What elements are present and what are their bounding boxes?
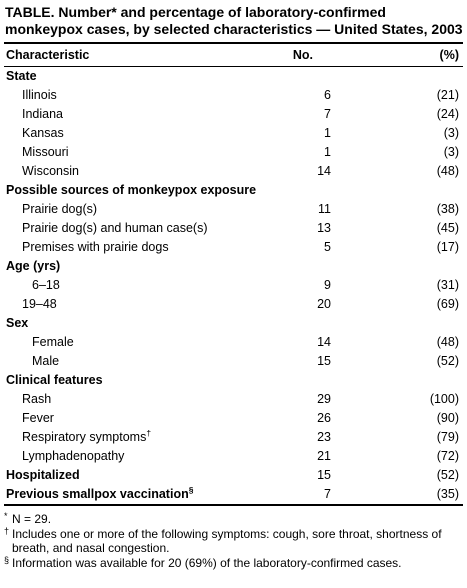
row-number: 15 xyxy=(317,468,331,482)
table-row xyxy=(4,352,463,371)
section-heading-sex: Sex xyxy=(6,316,29,330)
table-row xyxy=(4,390,463,409)
row-label-text: Respiratory symptoms xyxy=(22,430,147,444)
row-percent: (69) xyxy=(436,297,459,311)
row-label: Female xyxy=(32,335,74,349)
row-percent: (24) xyxy=(436,107,459,121)
table-row xyxy=(4,238,463,257)
row-percent: (3) xyxy=(443,126,459,140)
row-percent: (72) xyxy=(436,449,459,463)
column-header-number: No. xyxy=(292,48,313,62)
table-row xyxy=(4,447,463,466)
row-number: 20 xyxy=(317,297,331,311)
row-number: 7 xyxy=(324,487,331,501)
table-row xyxy=(4,409,463,428)
row-label xyxy=(4,485,277,504)
row-number: 15 xyxy=(317,354,331,368)
table-row xyxy=(4,295,463,314)
row-percent: (48) xyxy=(436,335,459,349)
row-label: Prairie dog(s) xyxy=(22,202,98,216)
row-label: 19–48 xyxy=(22,297,57,311)
row-percent: (79) xyxy=(436,430,459,444)
column-header-characteristic: Characteristic xyxy=(6,48,90,62)
row-percent: (31) xyxy=(436,278,459,292)
footnote-marker-dagger: † xyxy=(146,428,152,438)
table-row xyxy=(4,124,463,143)
footnote-marker-section: § xyxy=(4,554,10,565)
row-percent: (52) xyxy=(436,354,459,368)
footnotes xyxy=(4,512,463,570)
footnote-text: Information was available for 20 (69%) of the laboratory-confirmed cases. xyxy=(12,555,402,570)
table-row xyxy=(4,86,463,105)
row-percent: (21) xyxy=(436,88,459,102)
table-row xyxy=(4,428,463,447)
row-label: 6–18 xyxy=(32,278,60,292)
row-number: 14 xyxy=(317,164,331,178)
table-title: TABLE. Number* and percentage of laboratory-confirmed monkeypox cases, by selected characteristics — United States, 2003 xyxy=(5,4,463,37)
row-label: Lymphadenopathy xyxy=(22,449,125,463)
row-label: Rash xyxy=(22,392,52,406)
column-header-percent: (%) xyxy=(439,48,459,62)
row-label: Kansas xyxy=(22,126,64,140)
row-percent: (100) xyxy=(429,392,459,406)
row-label-text: Previous smallpox vaccination xyxy=(6,487,189,501)
section-heading-age: Age (yrs) xyxy=(6,259,61,273)
table-figure xyxy=(4,0,463,570)
footnote-marker-asterisk: * xyxy=(4,511,8,521)
table-row xyxy=(4,276,463,295)
table-row xyxy=(4,143,463,162)
row-number: 9 xyxy=(324,278,331,292)
row-number: 11 xyxy=(318,202,331,216)
footnote-availability xyxy=(4,556,463,571)
row-label: Premises with prairie dogs xyxy=(22,240,169,254)
row-percent: (38) xyxy=(436,202,459,216)
row-percent: (45) xyxy=(436,221,459,235)
row-number: 7 xyxy=(324,107,331,121)
section-heading-clinical: Clinical features xyxy=(6,373,103,387)
table-row xyxy=(4,200,463,219)
row-number: 23 xyxy=(317,430,331,444)
row-number: 6 xyxy=(324,88,331,102)
row-percent: (48) xyxy=(436,164,459,178)
row-percent: (52) xyxy=(436,468,459,482)
row-label: Missouri xyxy=(22,145,69,159)
column-header-row xyxy=(4,44,463,66)
row-number: 21 xyxy=(317,449,331,463)
section-heading-exposure: Possible sources of monkeypox exposure xyxy=(6,183,257,197)
footnote-symptoms xyxy=(4,527,463,556)
footnote-marker-section: § xyxy=(188,485,194,495)
footnote-text: N = 29. xyxy=(12,512,52,526)
table-row xyxy=(4,105,463,124)
row-percent: (35) xyxy=(436,487,459,501)
footnote-text: Includes one or more of the following symptoms: cough, sore throat, shortness of breath, and nasal congestion. xyxy=(12,526,442,555)
row-number: 29 xyxy=(317,392,331,406)
table-row-vaccination xyxy=(4,485,463,504)
row-percent: (3) xyxy=(443,145,459,159)
table-row xyxy=(4,162,463,181)
footnote-n xyxy=(4,512,463,527)
row-label: Wisconsin xyxy=(22,164,79,178)
row-number: 13 xyxy=(317,221,331,235)
row-number: 5 xyxy=(324,240,331,254)
row-label: Hospitalized xyxy=(6,468,80,482)
table-row xyxy=(4,219,463,238)
row-label xyxy=(4,428,277,447)
footnote-marker-dagger: † xyxy=(4,525,10,536)
row-number: 1 xyxy=(324,126,331,140)
table-row-hospitalized xyxy=(4,466,463,485)
row-label: Male xyxy=(32,354,60,368)
table-row xyxy=(4,333,463,352)
row-number: 26 xyxy=(317,411,331,425)
row-label: Prairie dog(s) and human case(s) xyxy=(22,221,208,235)
row-percent: (90) xyxy=(436,411,459,425)
row-label: Illinois xyxy=(22,88,57,102)
row-number: 1 xyxy=(324,145,331,159)
row-label: Indiana xyxy=(22,107,64,121)
row-number: 14 xyxy=(317,335,331,349)
row-percent: (17) xyxy=(436,240,459,254)
section-heading-state: State xyxy=(6,69,37,83)
bottom-rule xyxy=(4,504,463,506)
row-label: Fever xyxy=(22,411,54,425)
